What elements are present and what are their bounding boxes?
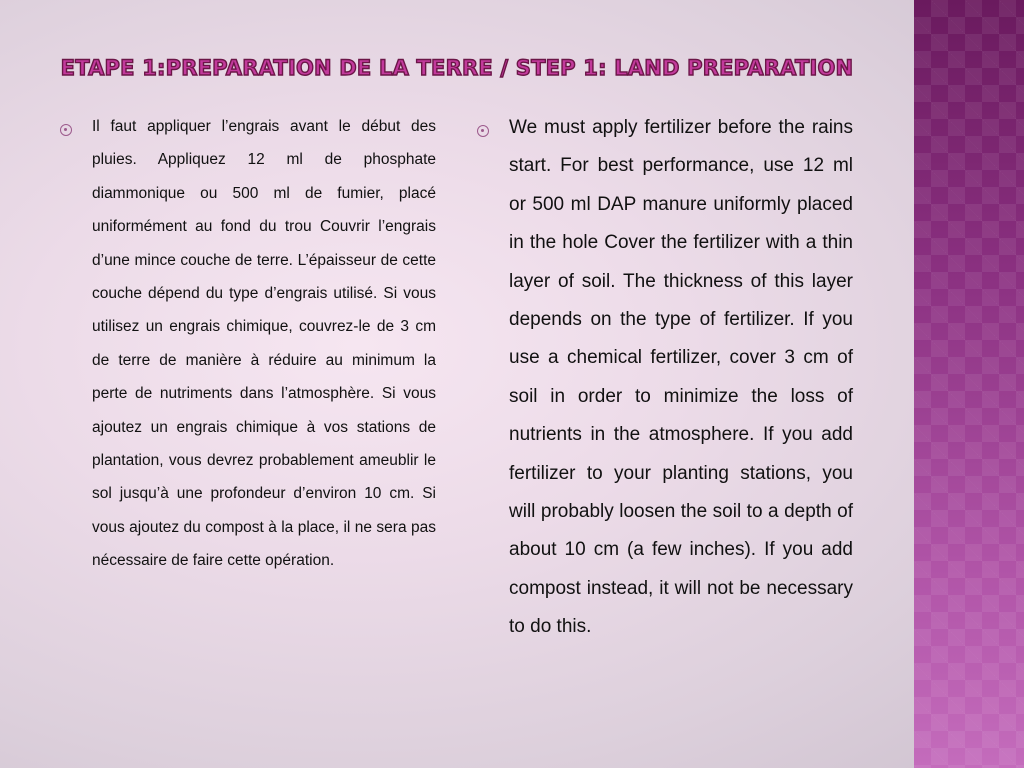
decorative-side-band — [914, 0, 1024, 768]
right-column-english — [477, 109, 853, 647]
left-column-french — [60, 110, 436, 578]
slide-title: ETAPE 1:PREPARATION DE LA TERRE / STEP 1: LAND PREPARATION — [60, 56, 854, 80]
circle-bullet-icon — [477, 125, 489, 137]
english-paragraph: We must apply fertilizer before the rains start. For best performance, use 12 ml or 500 ml DAP manure uniformly placed in the hole Cover the fertilizer with a thin layer of soil. The thickness of this layer depends on the type of fertilizer. If you use a chemical fertilizer, cover 3 cm of soil in order to minimize the loss of nutrients in the atmosphere. If you add fertilizer to your planting stations, you will probably loosen the soil to a depth of about 10 cm (a few inches). If you add compost instead, it will not be necessary to do this. — [509, 117, 853, 638]
circle-bullet-icon — [60, 124, 72, 136]
french-paragraph: Il faut appliquer l’engrais avant le début des pluies. Appliquez 12 ml de phosphate diammonique ou 500 ml de fumier, placé uniformément au fond du trou Couvrir l’engrais d’une mince couche de terre. L’épaisseur de cette couche dépend du type d’engrais utilisé. Si vous utilisez un engrais chimique, couvrez-le de 3 cm de terre de manière à réduire au minimum la perte de nutriments dans l’atmosphère. Si vous ajoutez un engrais chimique à vos stations de plantation, vous devrez probablement ameublir le sol jusqu’à une profondeur d’environ 10 cm. Si vous ajoutez du compost à la place, il ne sera pas nécessaire de faire cette opération. — [92, 118, 436, 570]
